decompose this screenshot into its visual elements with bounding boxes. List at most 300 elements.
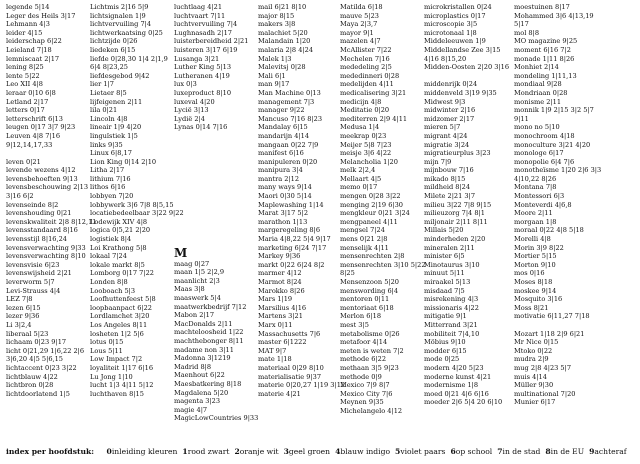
index-entry: luisterbereidheid 2|21 — [174, 37, 249, 46]
index-entry: levensbeschouwing 2|13 — [6, 183, 89, 192]
index-entry: meisje 3|6 4|22 — [340, 149, 392, 158]
index-entry: Martens 3|21 — [258, 312, 303, 321]
index-entry: menging 2|19 6|30 — [340, 200, 404, 209]
index-entry: middenrijk 0|24 — [424, 80, 478, 89]
chapter-title: inleiding kleuren — [111, 447, 178, 456]
index-entry: lichtzijde 0|26 — [90, 37, 138, 46]
chapter-title: violet paars — [400, 447, 446, 456]
index-entry: monade 1|11 8|26 — [514, 54, 575, 63]
index-entry: logistiek 8|4 — [90, 235, 132, 244]
index-entry: Massachusetts 7|6 — [258, 329, 321, 338]
index-entry: Li 3|2,4 — [6, 320, 32, 329]
index-entry: maan 1|5 2|2,9 — [174, 268, 225, 277]
index-entry: manipura 3|4 — [258, 166, 303, 175]
chapter-number: 4 — [335, 447, 341, 456]
index-column-5 — [340, 3, 426, 416]
chapter-item — [497, 447, 540, 456]
index-entry: misrekening 4|3 — [424, 295, 479, 304]
chapter-number: 5 — [395, 447, 401, 456]
index-entry: mazelen 4|7 — [340, 37, 381, 46]
index-entry: mudra 2|9 — [514, 355, 549, 364]
index-entry: modernisme 1|8 — [424, 381, 479, 390]
index-entry: maaswerk 5|4 — [174, 294, 221, 302]
chapter-title: geel groen — [288, 447, 331, 456]
index-entry: missionaris 4|22 — [424, 303, 479, 312]
index-entry: logica 0|5,21 2|20 — [90, 226, 151, 235]
index-entry: Leo XII 4|8 — [6, 80, 43, 89]
index-entry: Leuven 4|8 7|16 — [6, 131, 61, 140]
index-entry: mengen 0|28 3|22 — [340, 192, 401, 201]
index-entry: Middellandse Zee 3|15 — [424, 45, 501, 54]
index-entry: Middeleeuwen 1|9 — [424, 37, 486, 46]
index-entry: Mozart 1|18 2|9 6|21 — [514, 329, 585, 338]
index-entry: materie 0|20,27 1|19 3|12 — [258, 381, 346, 390]
index-entry: medicalisering 3|21 — [340, 88, 407, 97]
index-entry: Malek 1|3 — [258, 54, 292, 63]
spacer — [174, 235, 256, 244]
index-entry: 9|12,14,17,33 — [6, 140, 53, 149]
index-entry: Malandain 1|20 — [258, 37, 311, 46]
index-entry: mededinneri 0|28 — [340, 71, 400, 80]
chapter-list — [107, 447, 632, 456]
index-entry: Mali 6|1 — [258, 71, 286, 80]
index-entry: Mitterrand 3|21 — [424, 320, 478, 329]
index-entry: Lu Jong 1|10 — [90, 372, 133, 381]
index-entry: microscopie 3|5 — [424, 20, 478, 29]
spacer — [174, 209, 256, 218]
index-entry: mentoren 0|11 — [340, 295, 390, 304]
spacer — [174, 192, 256, 201]
chapter-number: 8 — [545, 447, 551, 456]
chapter-item — [234, 447, 278, 456]
index-entry: Lichtmis 2|16 5|9 — [90, 3, 149, 11]
index-entry: levenseinde 8|2 — [6, 200, 59, 209]
index-entry: muis 4|14 — [514, 372, 547, 381]
index-entry: levensstandaard 8|16 — [6, 226, 78, 235]
index-entry: Mondriaan 0|28 — [514, 88, 568, 97]
index-entry: losheten 1|2 5|6 — [90, 329, 144, 338]
index-entry: Lydië 2|4 — [174, 114, 205, 123]
index-entry: mauve 5|23 — [340, 11, 379, 20]
index-entry: mensenrechten 2|8 — [340, 252, 405, 261]
index-entry: Möbius 9|10 — [424, 338, 466, 347]
index-entry: Malevitsj 0|28 — [258, 63, 306, 72]
index-entry: Letland 2|17 — [6, 97, 49, 106]
index-entry: middenveld 3|19 9|35 — [424, 88, 497, 97]
index-entry: MagicLowCountries 9|33 — [174, 414, 259, 423]
index-entry: Mechelen 7|16 — [340, 54, 390, 63]
index-entry: Mohammed 3|6 4|13,19 — [514, 11, 594, 20]
index-entry: monochroom 4|18 — [514, 131, 575, 140]
index-entry: 3|6,20 4|5 5|6,15 — [6, 355, 63, 364]
index-entry: morgaan 1|8 — [514, 217, 557, 226]
index-entry: 3|16 6|2 — [6, 192, 34, 201]
index-entry: Lordlamchet 3|20 — [90, 312, 150, 321]
index-entry: Mosquito 3|16 — [514, 295, 563, 304]
index-entry: monopolie 6|4 7|6 — [514, 157, 575, 166]
section-letter: M — [174, 245, 188, 260]
index-entry: Maria 4|8,22 5|4 9|17 — [258, 235, 331, 244]
index-entry: metabolisme 0|26 — [340, 329, 400, 338]
index-entry: Mabon 2|17 — [174, 311, 215, 320]
index-entry: MacDonalds 2|11 — [174, 319, 233, 328]
index-entry: Los Angeles 8|11 — [90, 320, 148, 329]
chapter-number: 2 — [234, 447, 240, 456]
index-entry: machteloosheid 1|22 — [174, 328, 244, 337]
index-entry: lobbyen 7|20 — [90, 192, 134, 201]
index-entry: leven 0|21 — [6, 157, 41, 166]
index-entry: luisteren 3|17 6|19 — [174, 45, 238, 54]
index-entry: monoculture 3|21 4|20 — [514, 140, 591, 149]
index-column-4 — [258, 3, 346, 398]
index-entry: Maesbatkering 8|18 — [174, 379, 242, 388]
index-entry: liefdesgebod 9|42 — [90, 71, 150, 80]
index-entry: lobbywerk 3|6 7|8 8|5,15 — [90, 200, 174, 209]
index-entry: lux 0|3 — [174, 80, 197, 89]
index-entry: mug 2|8 4|23 5|7 — [514, 363, 572, 372]
index-entry: medicijn 4|8 — [340, 97, 382, 106]
index-entry: leiderschap 6|22 — [6, 37, 62, 46]
index-entry: manipuleren 0|20 — [258, 157, 318, 166]
index-entry: machthebonger 8|11 — [174, 336, 244, 345]
index-entry: Mancuso 7|16 8|23 — [258, 114, 323, 123]
index-entry: mail 6|21 8|10 — [258, 3, 307, 11]
index-entry: miraakel 5|13 — [424, 278, 471, 286]
index-entry: miljonair 2|11 8|11 — [424, 217, 488, 226]
index-entry: Montana 7|8 — [514, 183, 557, 192]
chapter-number: 7 — [497, 447, 503, 456]
index-entry: moed 0|21 4|6 6|16 — [424, 389, 489, 398]
index-entry: mate 1|18 — [258, 355, 292, 364]
chapter-title: op school — [455, 447, 493, 456]
index-entry: 4|16 8|15,20 — [424, 54, 467, 63]
index-entry: marketing 6|24 7|17 — [258, 243, 327, 252]
chapter-title: in de stad — [502, 447, 541, 456]
index-entry: Mr Nice 0|15 — [514, 338, 559, 347]
index-entry: mentoriaat 6|18 — [340, 303, 394, 312]
index-entry: materialisatie 9|37 — [258, 372, 322, 381]
index-entry: letterschrift 6|13 — [6, 114, 63, 123]
index-entry: methode 6|22 — [340, 355, 387, 364]
spacer — [174, 141, 256, 150]
index-entry: moderne kunst 4|21 — [424, 372, 492, 381]
chapter-item — [284, 447, 330, 456]
chapter-title: oranje wit — [239, 447, 279, 456]
index-entry: microkristallen 0|24 — [424, 3, 492, 11]
index-entry: moment 6|16 7|2 — [514, 45, 571, 54]
index-entry: Mortier 5|15 — [514, 252, 557, 261]
index-entry: lier 1|7 — [90, 80, 114, 89]
index-entry: mobiliteit 7|4,10 — [424, 329, 480, 338]
index-entry: microtonaal 1|8 — [424, 28, 477, 37]
index-entry: Litha 2|17 — [90, 166, 125, 175]
index-entry: multinational 7|20 — [514, 389, 576, 398]
spacer — [174, 201, 256, 210]
index-entry: Meditatie 0|20 — [340, 106, 390, 115]
chapter-item — [450, 447, 492, 456]
index-entry: Millais 5|20 — [424, 226, 464, 235]
spacer — [174, 166, 256, 175]
index-entry: mayor 9|1 — [340, 28, 374, 37]
spacer — [174, 226, 256, 235]
chapter-item — [335, 447, 390, 456]
index-entry: levensstijl 8|16,24 — [6, 235, 67, 244]
index-column-6 — [424, 3, 512, 407]
index-entry: methode 0|9 — [340, 372, 382, 381]
index-entry: lezen 6|15 — [6, 303, 41, 312]
index-entry: monisme 2|11 — [514, 97, 562, 106]
index-entry: lichtsignalen 1|9 — [90, 11, 146, 20]
index-entry: mangaan 0|22 7|9 — [258, 140, 319, 149]
index-entry: Meijer 5|8 7|23 — [340, 140, 392, 149]
index-entry: mildheid 8|24 — [424, 183, 471, 192]
chapter-number: 9 — [589, 447, 595, 456]
index-entry: Mtoko 0|22 — [514, 346, 553, 355]
index-entry: mineralen 2|11 — [424, 243, 475, 252]
chapter-title: blauw indigo — [340, 447, 391, 456]
index-entry: lichtblauw 4|22 — [6, 372, 58, 381]
index-entry: master 6|1222 — [258, 338, 307, 347]
spacer — [174, 132, 256, 141]
chapter-legend-label: index per hoofdstuk: — [6, 447, 95, 456]
index-entry: Midwest 9|3 — [424, 97, 466, 106]
index-entry: links 9|35 — [90, 140, 123, 149]
index-entry: levenshouding 0|21 — [6, 209, 72, 218]
index-column-7 — [514, 3, 638, 407]
index-entry: mantra 2|12 — [258, 174, 300, 183]
index-entry: moestuinen 8|17 — [514, 3, 570, 11]
index-entry: migratie 3|24 — [424, 140, 470, 149]
index-entry: Markey 9|36 — [258, 252, 301, 261]
index-entry: Looboach 5|3 — [90, 286, 136, 295]
index-entry: lichaam 0|23 9|17 — [6, 338, 67, 347]
index-entry: management 7|3 — [258, 97, 315, 106]
index-entry: Maya 2|3,7 — [340, 20, 378, 29]
index-entry: Lusanga 3|21 — [174, 54, 220, 63]
index-entry: Lomborg 0|17 7|22 — [90, 269, 154, 278]
index-entry: mengkleur 0|21 3|24 — [340, 209, 410, 218]
index-entry: Madonna 3|1219 — [174, 354, 231, 363]
index-entry: mijnbouw 7|16 — [424, 166, 474, 175]
index-entry: Mensenzoon 5|20 — [340, 278, 399, 286]
index-entry: materiaal 0|29 8|10 — [258, 363, 324, 372]
index-entry: MO magazine 9|25 — [514, 37, 578, 46]
index-column-1 — [6, 3, 97, 398]
index-entry: Milete 2|21 3|7 — [424, 192, 476, 201]
index-entry: Monteverdi 4|6,8 — [514, 200, 572, 209]
index-entry: Mellaart 4|5 — [340, 174, 382, 183]
index-entry: licht 0|21,29 1|6,22 2|6 — [6, 346, 85, 355]
index-entry: Melancholia 1|20 — [340, 157, 398, 166]
index-entry: lineair 1|9 4|20 — [90, 123, 142, 132]
index-entry: MAT 9|7 — [258, 346, 287, 355]
chapter-item — [545, 447, 584, 456]
index-entry: Maplewashing 1|14 — [258, 200, 324, 209]
index-entry: modder 6|15 — [424, 346, 467, 355]
index-entry: Merlon 6|18 — [340, 312, 382, 321]
index-entry: mest 3|5 — [340, 320, 369, 329]
index-entry: lichtvervuiling 7|4 — [90, 20, 152, 29]
index-entry: lemniscaat 2|17 — [6, 54, 60, 63]
index-entry: monologe 6|17 — [514, 149, 564, 158]
index-entry: mandarijn 4|14 — [258, 131, 310, 140]
index-entry: Lutheranen 4|19 — [174, 71, 230, 80]
index-entry: man 9|17 — [258, 80, 290, 89]
index-entry: menselijk 4|11 — [340, 243, 389, 252]
index-entry: Maenhout 6|22 — [174, 371, 225, 380]
index-entry: Low Impact 7|2 — [90, 355, 143, 364]
index-entry: 9|11 — [514, 114, 529, 123]
index-entry: microplastics 0|17 — [424, 11, 486, 20]
chapter-title: rood zwart — [187, 447, 230, 456]
index-entry: Loi Krathong 5|8 — [90, 243, 147, 252]
index-entry: materie 4|21 — [258, 389, 301, 398]
index-entry: mondiaal 9|28 — [514, 80, 562, 89]
index-entry: Minotaurus 3|10 — [424, 260, 480, 269]
index-entry: lichtaccent 0|23 3|22 — [6, 363, 77, 372]
index-entry: lichtdoorlatend 1|5 — [6, 389, 70, 398]
index-entry: leraar 0|10 6|8 — [6, 88, 56, 97]
index-entry: mens 0|21 2|8 — [340, 235, 388, 244]
index-entry: midwinter 2|16 — [424, 106, 476, 115]
index-entry: levensvisie 6|23 — [6, 260, 60, 269]
index-entry: levensbehoeften 9|13 — [6, 174, 78, 183]
index-entry: Lynas 0|14 7|16 — [174, 123, 228, 132]
index-entry: Marmot 8|24 — [258, 278, 302, 286]
chapter-number: 6 — [450, 447, 456, 456]
index-entry: Maori 0|30 5|14 — [258, 192, 312, 201]
index-entry: Man Machine 0|13 — [258, 88, 321, 97]
index-entry: minuut 5|11 — [424, 269, 465, 278]
index-entry: mengsel 7|24 — [340, 226, 385, 235]
index-entry: marathon 1|13 — [258, 217, 308, 226]
index-entry: luxeval 4|20 — [174, 97, 215, 106]
spacer — [174, 158, 256, 167]
index-entry: levenskwaliteit 2|8 8|12,11 — [6, 217, 97, 226]
index-entry: marmer 4|12 — [258, 269, 302, 278]
chapter-number: 1 — [182, 447, 188, 456]
index-entry: McAllister 7|22 — [340, 45, 392, 54]
chapter-number: 3 — [283, 447, 289, 456]
index-entry: magenta 3|23 — [174, 397, 221, 406]
index-entry: lithium 7|16 — [90, 174, 131, 183]
index-entry: lila 0|21 — [90, 106, 118, 115]
index-entry: Lincoln 4|8 — [90, 114, 128, 123]
index-entry: Lietaer 8|5 — [90, 88, 127, 97]
index-entry: Magdalena 5|20 — [174, 388, 229, 397]
index-entry: letters 0|17 — [6, 106, 45, 115]
index-entry: levensverwachting 9|33 — [6, 243, 86, 252]
index-entry: lucht 1|3 4|11 5|12 — [90, 381, 154, 390]
index-entry: lichtwerkaatsing 0|25 — [90, 28, 163, 37]
index-entry: lokale markt 8|5 — [90, 260, 145, 269]
spacer — [6, 149, 88, 158]
index-entry: 4|10,22 8|26 — [514, 174, 557, 183]
index-entry: Levi-Strauss 4|4 — [6, 286, 61, 295]
index-entry: metafoor 4|14 — [340, 338, 388, 347]
index-entry: lokaal 7|24 — [90, 252, 127, 261]
index-entry: Müller 9|30 — [514, 381, 554, 390]
index-entry: Munier 6|17 — [514, 398, 556, 407]
index-entry: maanlicht 2|3 — [174, 276, 220, 285]
index-entry: malachiet 5|20 — [258, 28, 308, 37]
index-entry: leugen 0|17 3|7 9|23 — [6, 123, 76, 132]
spacer — [174, 183, 256, 192]
index-entry: many ways 9|14 — [258, 183, 312, 192]
index-entry: Moses 8|18 — [514, 278, 553, 286]
index-entry: mediterren 2|9 4|11 — [340, 114, 408, 123]
index-entry: Lodewijk XIV 4|8 — [90, 217, 148, 226]
chapter-item — [107, 447, 178, 456]
index-entry: Moore 2|11 — [514, 209, 553, 218]
index-entry: migrant 4|24 — [424, 131, 468, 140]
index-entry: lijfeigenen 2|11 — [90, 97, 143, 106]
index-entry: Marokko 8|26 — [258, 286, 305, 295]
spacer — [174, 149, 256, 158]
index-entry: mono no 5|10 — [514, 123, 560, 132]
index-entry: mensenrechten 3|10 5|22 — [340, 260, 426, 269]
index-entry: Meynen 9|35 — [340, 398, 384, 407]
index-entry: levende wezens 4|12 — [6, 166, 76, 175]
index-entry: maatwerkbedrijf 7|12 — [174, 302, 247, 311]
index-entry: Marsilius 4|16 — [258, 303, 307, 312]
index-entry: margeregeling 8|6 — [258, 226, 321, 235]
spacer — [174, 218, 256, 227]
index-entry: makers 3|8 — [258, 20, 296, 29]
index-entry: madame non 3|11 — [174, 345, 234, 354]
index-entry: motivatie 6|11,27 7|18 — [514, 312, 590, 321]
index-entry: Leger des Heils 3|17 — [6, 11, 76, 20]
index-entry: manifest 6|16 — [258, 149, 304, 158]
index-entry: leider 4|15 — [6, 28, 43, 37]
index-entry: Madrid 8|8 — [174, 362, 212, 371]
index-entry: meekrap 0|23 — [340, 131, 387, 140]
index-entry: lezer 9|36 — [6, 312, 40, 321]
index-entry: leverworm 5|7 — [6, 278, 55, 286]
index-entry: misdaad 7|5 — [424, 286, 465, 295]
chapter-title: in de EU — [550, 447, 585, 456]
index-entry: mieren 5|7 — [424, 123, 461, 132]
index-entry: loopbaanpact 6|22 — [90, 303, 152, 312]
index-entry: Lehmann 4|3 — [6, 20, 50, 29]
index-entry: luchtvaart 7|11 — [174, 11, 226, 20]
index-entry: liedeken 6|15 — [90, 45, 136, 54]
chapter-number: 0 — [106, 447, 112, 456]
index-entry: liefde 0|28,30 1|4 2|1,9 — [90, 54, 168, 63]
index-entry: mikado 8|15 — [424, 174, 466, 183]
index-entry: Linux 6|8,17 — [90, 149, 132, 158]
index-entry: manager 9|22 — [258, 106, 305, 115]
index-entry: moskee 9|14 — [514, 286, 557, 295]
index-entry: Morelli 4|8 — [514, 235, 551, 244]
index-entry: mol 8|8 — [514, 28, 540, 37]
index-entry: Monhiet 2|14 — [514, 63, 559, 72]
spacer — [424, 72, 512, 81]
index-entry: mos 0|16 — [514, 269, 545, 278]
index-entry: luxeproduct 8|10 — [174, 88, 232, 97]
index-entry: Michelangelo 4|12 — [340, 406, 403, 415]
index-entry: malaria 2|8 4|24 — [258, 45, 314, 54]
index-entry: moraal 0|22 4|8 5|18 — [514, 226, 584, 235]
index-entry: levenswijsheid 2|21 — [6, 269, 72, 278]
index-entry: Matilda 6|18 — [340, 3, 383, 11]
index-entry: mededeling 2|5 — [340, 63, 392, 72]
index-column-2 — [90, 3, 184, 398]
index-entry: monotheïsme 1|20 2|6 3|3 — [514, 166, 602, 175]
index-entry: mitigatie 9|1 — [424, 312, 467, 321]
index-entry: LEZ 7|8 — [6, 295, 33, 304]
index-entry: lichtbron 0|28 — [6, 381, 54, 390]
